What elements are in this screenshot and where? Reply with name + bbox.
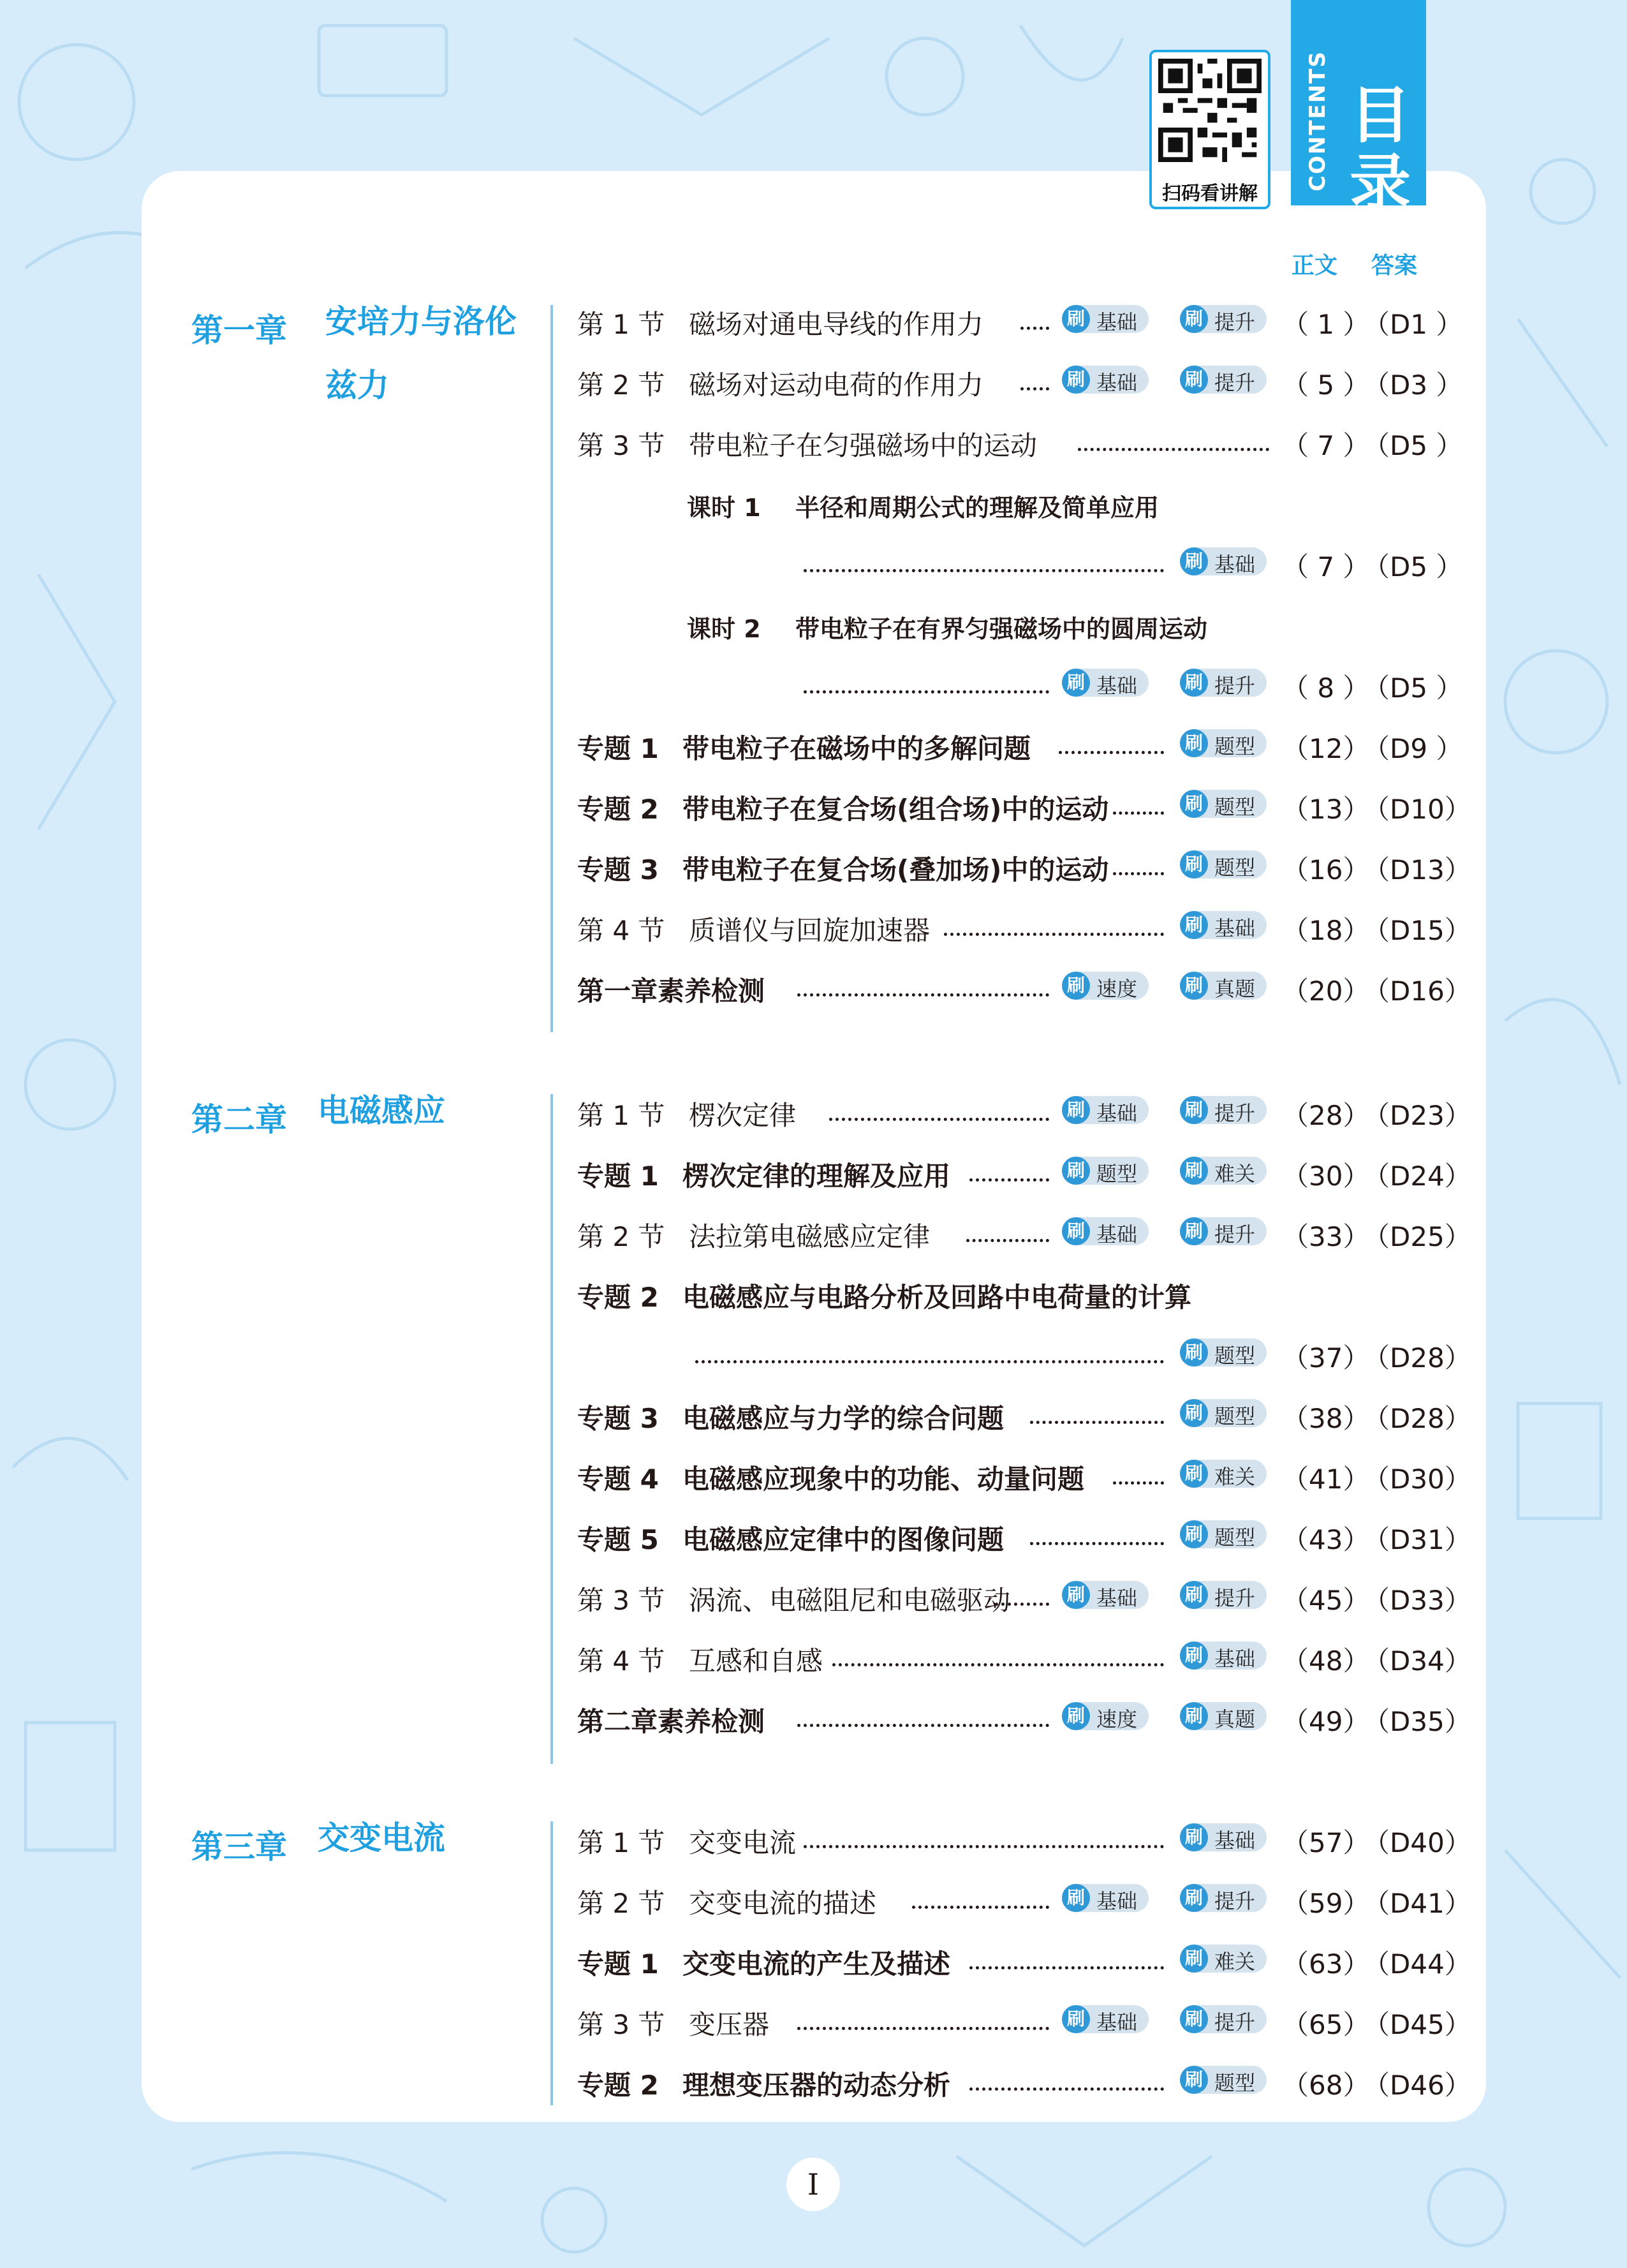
column-header-answer: 答案 (1371, 253, 1418, 279)
badge-jichu: 刷 基础 (1062, 2005, 1149, 2033)
badge-jichu: 刷 基础 (1180, 547, 1267, 575)
page-number: （49） (1282, 1706, 1370, 1737)
entry-label: 第 4 节 (577, 1645, 665, 1677)
dot-leader (912, 1880, 1049, 1909)
badge-sudu: 刷 速度 (1062, 972, 1149, 1000)
shua-icon: 刷 (1180, 1702, 1208, 1730)
badge-tixing: 刷 题型 (1062, 1157, 1149, 1185)
badge-tixing: 刷 题型 (1180, 1399, 1267, 1427)
badge-jichu: 刷 基础 (1062, 1217, 1149, 1245)
page-number: （33） (1282, 1221, 1370, 1252)
entry-title: 楞次定律的理解及应用 (682, 1160, 951, 1192)
shua-icon: 刷 (1180, 1338, 1208, 1367)
badge-jichu: 刷 基础 (1062, 366, 1149, 394)
toc-entry-ch1-t3[interactable] (577, 845, 1471, 886)
answer-page: （D41） (1363, 1888, 1471, 1919)
answer-page: （D24） (1363, 1160, 1471, 1192)
badge-tisheng: 刷 提升 (1180, 2005, 1267, 2033)
dot-leader (1030, 1516, 1164, 1545)
dot-leader (832, 1638, 1164, 1666)
toc-entry-ch2-t4[interactable] (577, 1455, 1471, 1495)
entry-label: 专题 1 (577, 733, 659, 764)
shua-icon: 刷 (1180, 972, 1208, 1000)
badge-jichu: 刷 基础 (1180, 1642, 1267, 1670)
entry-label: 第 3 节 (577, 1585, 665, 1616)
column-header-text: 正文 (1292, 253, 1338, 279)
toc-entry-ch2-s2[interactable] (577, 1212, 1471, 1252)
shua-icon: 刷 (1062, 669, 1090, 697)
shua-icon: 刷 (1180, 1460, 1208, 1488)
qr-code-icon (1158, 59, 1262, 162)
shua-icon: 刷 (1180, 850, 1208, 878)
page-number: （38） (1282, 1403, 1370, 1434)
answer-page: （D30） (1363, 1464, 1471, 1495)
dot-leader (829, 1092, 1049, 1121)
toc-entry-ch2-t5[interactable] (577, 1515, 1471, 1555)
entry-title: 带电粒子在匀强磁场中的运动 (689, 430, 1038, 461)
dot-leader (1030, 1395, 1164, 1424)
answer-page: （D9 ） (1363, 733, 1463, 764)
toc-entry-ch1-t1[interactable] (577, 724, 1463, 764)
badge-tisheng: 刷 提升 (1180, 1581, 1267, 1609)
badge-nanguan: 刷 难关 (1180, 1157, 1267, 1185)
dot-leader (797, 1698, 1049, 1727)
shua-icon: 刷 (1062, 972, 1090, 1000)
badge-zhenti: 刷 真题 (1180, 1702, 1267, 1730)
qr-code-box[interactable] (1149, 50, 1270, 209)
page-number: （45） (1282, 1585, 1370, 1616)
shua-icon: 刷 (1180, 1217, 1208, 1245)
chapter-number: 第二章 (191, 1101, 287, 1138)
dot-leader (1113, 786, 1164, 815)
page-number: （59） (1282, 1888, 1370, 1919)
entry-label: 专题 5 (577, 1524, 659, 1555)
answer-page: （D28） (1363, 1403, 1471, 1434)
answer-page: （D25） (1363, 1221, 1471, 1252)
page-number: （12） (1282, 733, 1370, 764)
entry-title: 理想变压器的动态分析 (682, 2070, 951, 2101)
entry-title: 电磁感应与力学的综合问题 (682, 1403, 1005, 1434)
entry-title: 带电粒子在复合场(组合场)中的运动 (682, 794, 1109, 825)
page-number: （37） (1282, 1342, 1370, 1374)
lesson-label: 课时 2 (687, 615, 761, 643)
dot-leader (969, 1941, 1164, 1969)
entry-title: 质谱仪与回旋加速器 (689, 915, 931, 946)
badge-tixing: 刷 题型 (1180, 850, 1267, 878)
shua-icon: 刷 (1062, 1157, 1090, 1185)
shua-icon: 刷 (1180, 911, 1208, 939)
entry-title: 电磁感应定律中的图像问题 (682, 1524, 1005, 1555)
lesson-title: 带电粒子在有界匀强磁场中的圆周运动 (795, 615, 1208, 643)
shua-icon: 刷 (1180, 547, 1208, 575)
page-number: （63） (1282, 1948, 1370, 1980)
entry-title: 交变电流的产生及描述 (682, 1948, 951, 1980)
answer-page: （D23） (1363, 1100, 1471, 1131)
toc-entry-lesson-1[interactable] (577, 542, 1463, 582)
page-number: （68） (1282, 2070, 1370, 2101)
shua-icon: 刷 (1180, 1945, 1208, 1973)
lesson-title: 半径和周期公式的理解及简单应用 (795, 494, 1160, 522)
entry-label: 第 2 节 (577, 369, 665, 401)
answer-page: （D28） (1363, 1342, 1471, 1374)
entry-label: 专题 2 (577, 2070, 659, 2101)
shua-icon: 刷 (1062, 1702, 1090, 1730)
toc-entry-ch3-t2[interactable] (577, 2061, 1471, 2101)
answer-page: （D5 ） (1363, 551, 1463, 582)
mulu-title: 目录 (1350, 80, 1411, 219)
dot-leader (695, 1335, 1164, 1363)
badge-jichu: 刷 基础 (1062, 1884, 1149, 1912)
dot-leader (1059, 725, 1164, 754)
answer-page: （D13） (1363, 854, 1471, 886)
answer-page: （D3 ） (1363, 369, 1463, 401)
entry-title: 变压器 (689, 2009, 770, 2040)
shua-icon: 刷 (1180, 1157, 1208, 1185)
entry-label: 第 1 节 (577, 1100, 665, 1131)
shua-icon: 刷 (1180, 2066, 1208, 2094)
toc-entry-ch1-review[interactable] (577, 967, 1471, 1007)
page-number: （ 8 ） (1282, 672, 1370, 704)
page-number: （30） (1282, 1160, 1370, 1192)
badge-tixing: 刷 题型 (1180, 1338, 1267, 1367)
badge-tixing: 刷 题型 (1180, 2066, 1267, 2094)
toc-entry-ch1-s2[interactable] (577, 360, 1463, 401)
badge-jichu: 刷 基础 (1062, 305, 1149, 333)
toc-entry-ch2-s1[interactable] (577, 1091, 1471, 1131)
entry-label: 专题 3 (577, 1403, 659, 1434)
entry-label: 第 4 节 (577, 915, 665, 946)
page-number: （ 1 ） (1282, 309, 1370, 340)
answer-page: （D35） (1363, 1706, 1471, 1737)
dot-leader (944, 907, 1164, 936)
toc-entry-ch1-t2[interactable] (577, 785, 1471, 825)
answer-page: （D44） (1363, 1948, 1471, 1980)
toc-entry-ch3-s2[interactable] (577, 1879, 1471, 1919)
entry-title: 带电粒子在复合场(叠加场)中的运动 (682, 854, 1109, 886)
dot-leader (969, 1153, 1049, 1182)
toc-entry-ch3-s1[interactable] (577, 1818, 1471, 1858)
page-number: （13） (1282, 794, 1370, 825)
shua-icon: 刷 (1062, 366, 1090, 394)
page-number: （43） (1282, 1524, 1370, 1555)
badge-sudu: 刷 速度 (1062, 1702, 1149, 1730)
entry-label: 专题 1 (577, 1948, 659, 1980)
toc-subentry-lesson-2 (577, 603, 1432, 641)
toc-entry-ch3-s3[interactable] (577, 2000, 1471, 2040)
answer-page: （D46） (1363, 2070, 1471, 2101)
page-number: （18） (1282, 915, 1370, 946)
badge-jichu: 刷 基础 (1180, 1823, 1267, 1851)
dot-leader (1113, 1456, 1164, 1485)
shua-icon: 刷 (1180, 1884, 1208, 1912)
entry-title: 磁场对通电导线的作用力 (689, 309, 984, 340)
page-number: （ 7 ） (1282, 430, 1370, 461)
dot-leader (969, 2062, 1164, 2091)
page-number: （ 7 ） (1282, 551, 1370, 582)
badge-jichu: 刷 基础 (1062, 669, 1149, 697)
entry-label: 第一章素养检测 (577, 975, 765, 1007)
entry-label: 第 1 节 (577, 1827, 665, 1858)
entry-label: 第 2 节 (577, 1221, 665, 1252)
contents-tab (1291, 0, 1426, 219)
shua-icon: 刷 (1180, 2005, 1208, 2033)
entry-label: 第 3 节 (577, 2009, 665, 2040)
entry-title: 交变电流 (689, 1827, 797, 1858)
chapter-number: 第一章 (191, 312, 287, 349)
qr-caption: 扫码看讲解 (1162, 182, 1258, 205)
badge-tisheng: 刷 提升 (1180, 1884, 1267, 1912)
shua-icon: 刷 (1180, 1581, 1208, 1609)
shua-icon: 刷 (1062, 2005, 1090, 2033)
page-number: （41） (1282, 1464, 1370, 1495)
shua-icon: 刷 (1062, 1884, 1090, 1912)
answer-page: （D34） (1363, 1645, 1471, 1677)
shua-icon: 刷 (1180, 1096, 1208, 1124)
badge-tixing: 刷 题型 (1180, 729, 1267, 757)
entry-title: 电磁感应与电路分析及回路中电荷量的计算 (682, 1282, 1192, 1313)
badge-jichu: 刷 基础 (1180, 911, 1267, 939)
toc-entry-ch2-t1[interactable] (577, 1152, 1471, 1192)
badge-tixing: 刷 题型 (1180, 790, 1267, 818)
shua-icon: 刷 (1180, 1520, 1208, 1548)
answer-page: （D1 ） (1363, 309, 1463, 340)
shua-icon: 刷 (1062, 305, 1090, 333)
badge-jichu: 刷 基础 (1062, 1581, 1149, 1609)
toc-entry-ch2-review[interactable] (577, 1697, 1471, 1737)
chapter-3-divider (550, 1821, 553, 2105)
answer-page: （D40） (1363, 1827, 1471, 1858)
toc-entry-ch2-s4[interactable] (577, 1636, 1471, 1677)
lesson-label: 课时 1 (687, 494, 761, 522)
entry-title: 楞次定律 (689, 1100, 797, 1131)
toc-entry-ch1-s1[interactable] (577, 300, 1463, 340)
shua-icon: 刷 (1180, 1399, 1208, 1427)
dot-leader (1078, 422, 1269, 451)
badge-tisheng: 刷 提升 (1180, 669, 1267, 697)
shua-icon: 刷 (1180, 1823, 1208, 1851)
chapter-name: 安培力与洛伦兹力 (325, 303, 517, 404)
badge-tisheng: 刷 提升 (1180, 366, 1267, 394)
badge-tixing: 刷 题型 (1180, 1520, 1267, 1548)
entry-label: 第 1 节 (577, 309, 665, 340)
dot-leader (1020, 362, 1049, 390)
dot-leader (995, 1577, 1049, 1606)
entry-title: 法拉第电磁感应定律 (689, 1221, 931, 1252)
contents-label: CONTENTS (1305, 50, 1330, 191)
badge-nanguan: 刷 难关 (1180, 1945, 1267, 1973)
toc-entry-ch1-s4[interactable] (577, 906, 1471, 946)
badge-zhenti: 刷 真题 (1180, 972, 1267, 1000)
dot-leader (804, 665, 1049, 693)
answer-page: （D33） (1363, 1585, 1471, 1616)
badge-tisheng: 刷 提升 (1180, 305, 1267, 333)
entry-label: 第二章素养检测 (577, 1706, 765, 1737)
entry-title: 电磁感应现象中的功能、动量问题 (682, 1464, 1085, 1495)
badge-tisheng: 刷 提升 (1180, 1096, 1267, 1124)
shua-icon: 刷 (1180, 1642, 1208, 1670)
page-number: （48） (1282, 1645, 1370, 1677)
entry-label: 第 2 节 (577, 1888, 665, 1919)
shua-icon: 刷 (1180, 366, 1208, 394)
shua-icon: 刷 (1180, 790, 1208, 818)
entry-label: 专题 1 (577, 1160, 659, 1192)
chapter-name: 交变电流 (318, 1820, 445, 1857)
page-number: （16） (1282, 854, 1370, 886)
toc-entry-ch2-t3[interactable] (577, 1394, 1471, 1434)
entry-title: 带电粒子在磁场中的多解问题 (682, 733, 1031, 764)
badge-jichu: 刷 基础 (1062, 1096, 1149, 1124)
toc-entry-ch1-s3[interactable] (577, 421, 1463, 461)
answer-page: （D45） (1363, 2009, 1471, 2040)
answer-page: （D31） (1363, 1524, 1471, 1555)
shua-icon: 刷 (1062, 1217, 1090, 1245)
entry-label: 第 3 节 (577, 430, 665, 461)
entry-label: 专题 4 (577, 1464, 659, 1495)
dot-leader (1020, 301, 1049, 330)
page-number: （57） (1282, 1827, 1370, 1858)
toc-entry-ch2-s3[interactable] (577, 1576, 1471, 1616)
dot-leader (966, 1213, 1049, 1242)
toc-entry-ch3-t1[interactable] (577, 1939, 1471, 1980)
entry-title: 交变电流的描述 (689, 1888, 877, 1919)
dot-leader (1113, 847, 1164, 875)
entry-label: 专题 2 (577, 1282, 659, 1313)
answer-page: （D10） (1363, 794, 1471, 825)
entry-title: 磁场对运动电荷的作用力 (689, 369, 984, 401)
badge-nanguan: 刷 难关 (1180, 1460, 1267, 1488)
entry-title: 涡流、电磁阻尼和电磁驱动 (689, 1585, 1011, 1616)
chapter-1-divider (550, 305, 553, 1032)
entry-label: 专题 2 (577, 794, 659, 825)
shua-icon: 刷 (1062, 1581, 1090, 1609)
toc-entry-ch2-t2[interactable] (577, 1333, 1471, 1374)
chapter-2-divider (550, 1094, 553, 1764)
answer-page: （D5 ） (1363, 672, 1463, 704)
badge-tisheng: 刷 提升 (1180, 1217, 1267, 1245)
page-number: （28） (1282, 1100, 1370, 1131)
answer-page: （D5 ） (1363, 430, 1463, 461)
dot-leader (797, 968, 1049, 997)
entry-title: 互感和自感 (689, 1645, 823, 1677)
toc-entry-ch2-t2-title[interactable] (577, 1273, 1432, 1311)
entry-label: 专题 3 (577, 854, 659, 886)
shua-icon: 刷 (1180, 305, 1208, 333)
dot-leader (804, 1820, 1164, 1848)
shua-icon: 刷 (1180, 669, 1208, 697)
shua-icon: 刷 (1062, 1096, 1090, 1124)
dot-leader (804, 544, 1164, 572)
toc-entry-lesson-2[interactable] (577, 663, 1463, 704)
page-number: （65） (1282, 2009, 1370, 2040)
page-number: （20） (1282, 975, 1370, 1007)
page-number-footer: I (786, 2158, 840, 2211)
shua-icon: 刷 (1180, 729, 1208, 757)
chapter-name: 电磁感应 (318, 1092, 445, 1129)
toc-subentry-lesson-1 (577, 482, 1432, 520)
answer-page: （D16） (1363, 975, 1471, 1007)
dot-leader (797, 2001, 1049, 2030)
page-number: （ 5 ） (1282, 369, 1370, 401)
answer-page: （D15） (1363, 915, 1471, 946)
chapter-number: 第三章 (191, 1828, 287, 1865)
